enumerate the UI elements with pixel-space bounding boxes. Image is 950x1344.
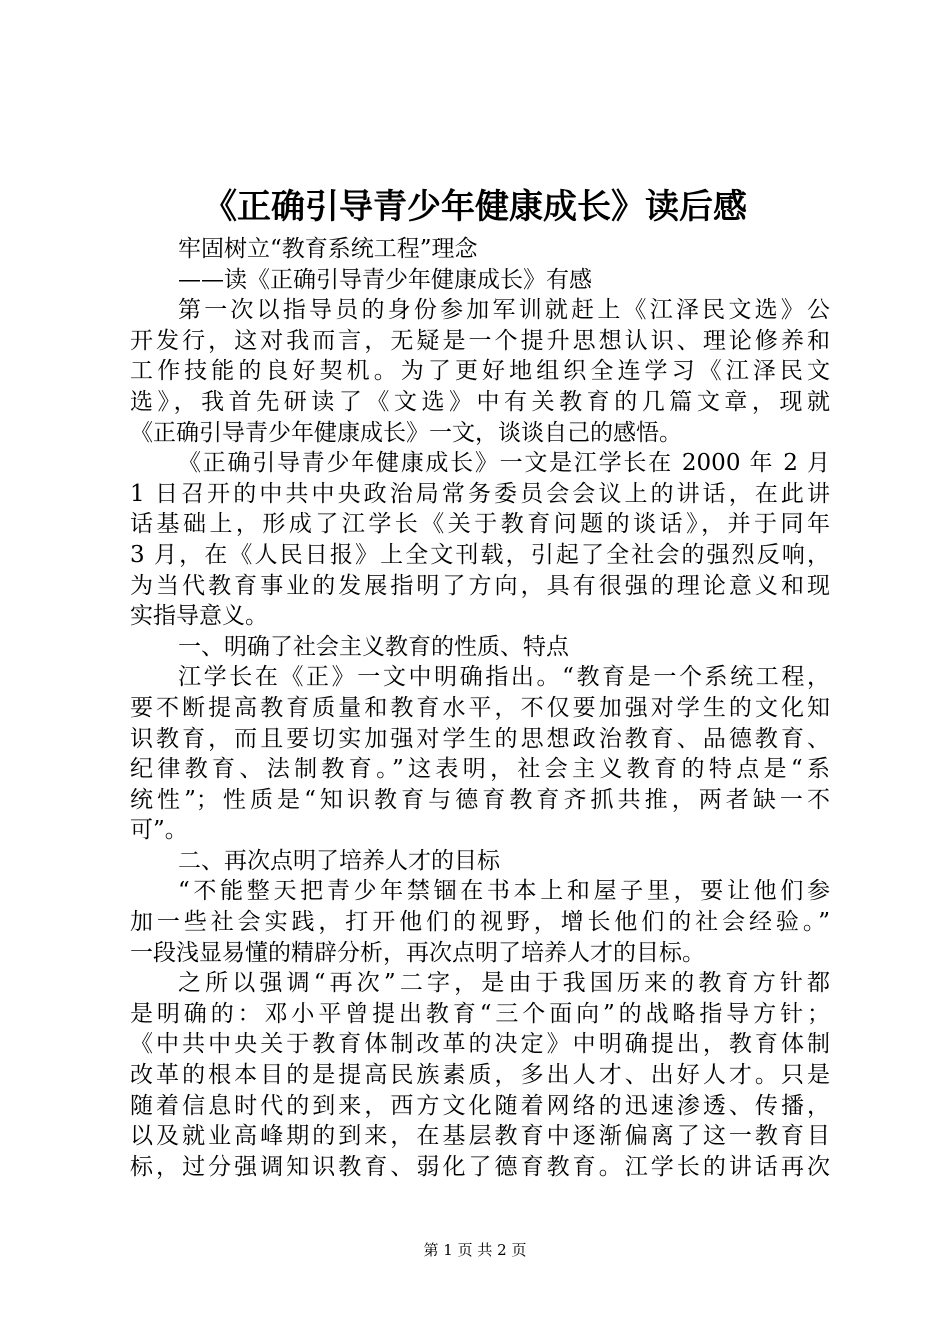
document-title: 《正确引导青少年健康成长》读后感	[203, 187, 747, 227]
text-line: 以及就业高峰期的到来，在基层教育中逐渐偏离了这一教育目	[130, 1123, 830, 1150]
text-line: 是明确的：邓小平曾提出教育“三个面向”的战略指导方针；	[130, 1000, 830, 1027]
document-body	[130, 234, 830, 1182]
text-line: 《正确引导青少年健康成长》一文，谈谈自己的感悟。	[130, 419, 682, 446]
text-line: 选》，我首先研读了《文选》中有关教育的几篇文章，现就	[130, 388, 830, 415]
text-line: “不能整天把青少年禁锢在书本上和屋子里，要让他们参	[178, 878, 830, 905]
text-line: 《正确引导青少年健康成长》一文是江学长在 2000 年 2 月	[178, 450, 830, 477]
text-line: 随着信息时代的到来，西方文化随着网络的迅速渗透、传播，	[130, 1092, 830, 1119]
text-line: 话基础上，形成了江学长《关于教育问题的谈话》，并于同年	[130, 511, 830, 538]
text-line: 加一些社会实践，打开他们的视野，增长他们的社会经验。”	[130, 909, 830, 936]
page-footer: 第 1 页 共 2 页	[423, 1241, 527, 1259]
text-line: 3 月，在《人民日报》上全文刊载，引起了全社会的强烈反响，	[130, 541, 830, 568]
text-line: 纪律教育、法制教育。”这表明，社会主义教育的特点是“系	[130, 756, 830, 783]
text-line: 江学长在《正》一文中明确指出。“教育是一个系统工程，	[178, 664, 830, 691]
text-line: 实指导意义。	[130, 603, 268, 630]
section-heading: 二、再次点明了培养人才的目标	[178, 847, 500, 874]
text-line: 开发行，这对我而言，无疑是一个提升思想认识、理论修养和	[130, 327, 830, 354]
text-line: 统性”；性质是“知识教育与德育教育齐抓共推，两者缺一不	[130, 786, 830, 813]
text-line: 1 日召开的中共中央政治局常务委员会会议上的讲话，在此讲	[130, 480, 830, 507]
text-line: 改革的根本目的是提高民族素质，多出人才、出好人才。只是	[130, 1062, 830, 1089]
text-line: 可”。	[130, 817, 188, 844]
text-line: 《中共中央关于教育体制改革的决定》中明确提出，教育体制	[130, 1031, 830, 1058]
text-line: 标，过分强调知识教育、弱化了德育教育。江学长的讲话再次	[130, 1153, 830, 1180]
section-heading: 一、明确了社会主义教育的性质、特点	[178, 633, 569, 660]
text-line: 为当代教育事业的发展指明了方向，具有很强的理论意义和现	[130, 572, 830, 599]
text-line: ——读《正确引导青少年健康成长》有感	[178, 266, 592, 293]
text-line: 工作技能的良好契机。为了更好地组织全连学习《江泽民文	[130, 358, 830, 385]
text-line: 一段浅显易懂的精辟分析，再次点明了培养人才的目标。	[130, 939, 705, 966]
text-line: 要不断提高教育质量和教育水平，不仅要加强对学生的文化知	[130, 694, 830, 721]
text-line: 之所以强调“再次”二字，是由于我国历来的教育方针都	[178, 970, 830, 997]
text-line: 识教育，而且要切实加强对学生的思想政治教育、品德教育、	[130, 725, 830, 752]
text-line: 第一次以指导员的身份参加军训就赶上《江泽民文选》公	[178, 297, 830, 324]
text-line: 牢固树立“教育系统工程”理念	[178, 236, 478, 262]
